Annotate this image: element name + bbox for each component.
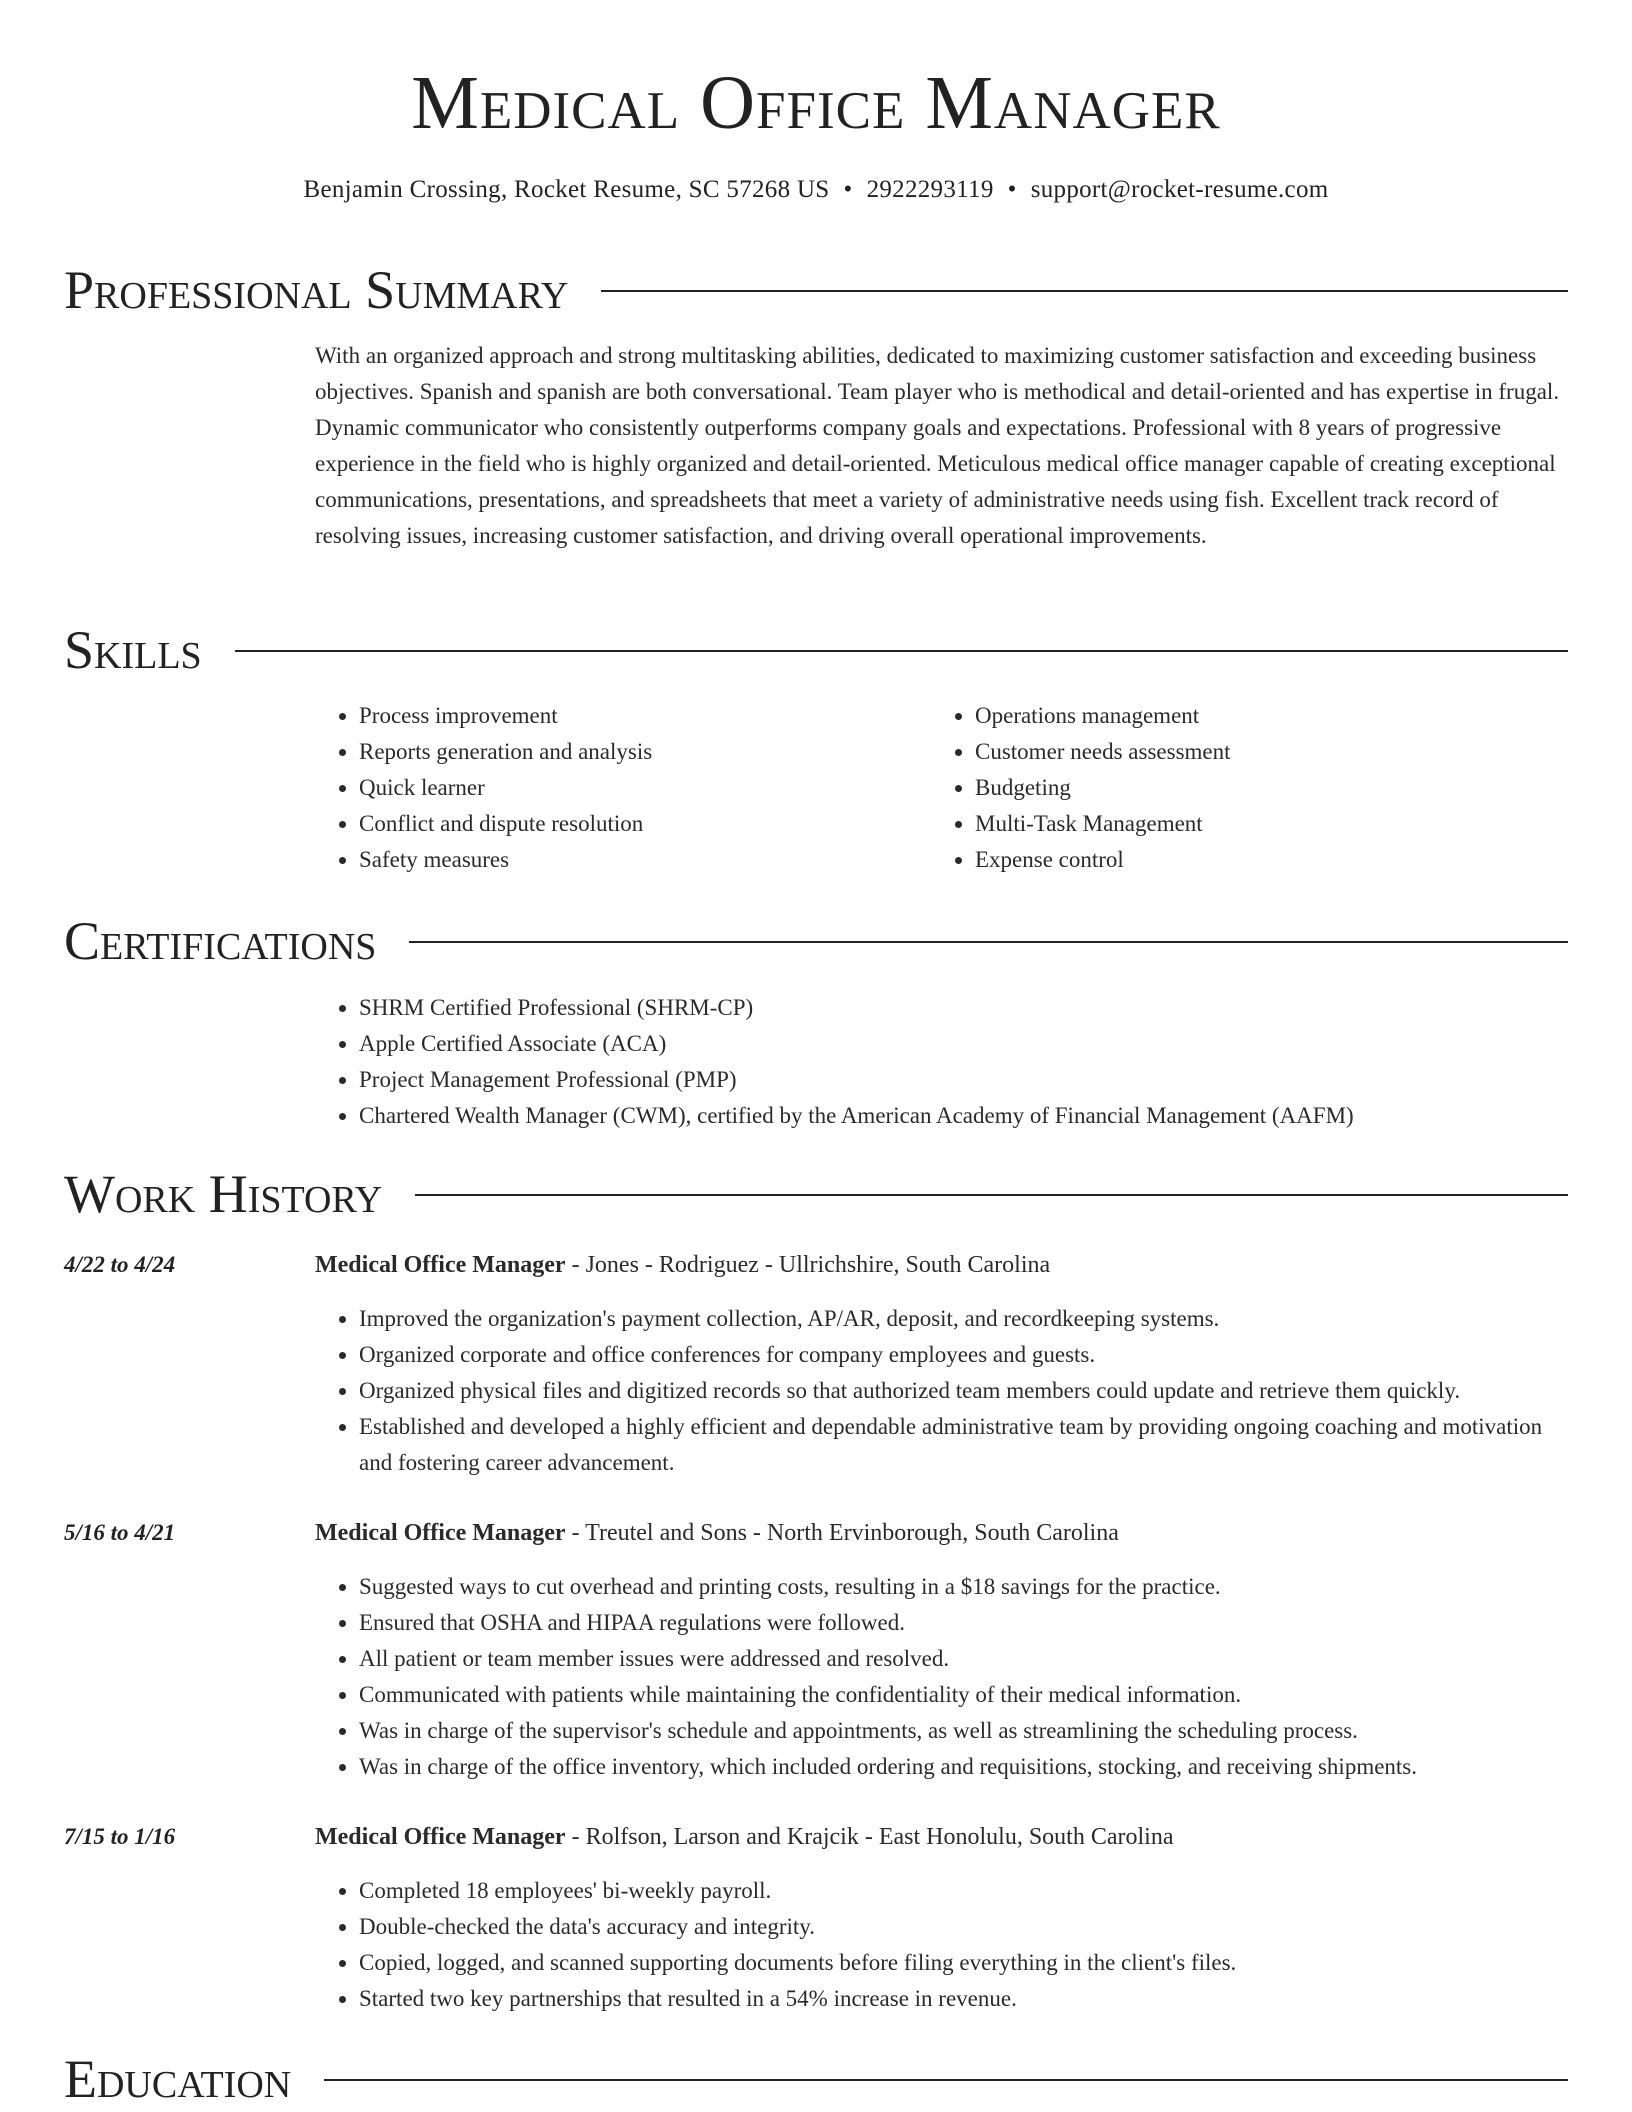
certifications-block [315, 990, 1575, 1134]
job-duty-item: • Improved the organization's payment collection, AP/AR, deposit, and recordkeeping systems. [359, 1301, 1575, 1337]
job-duty-item: • Communicated with patients while maintaining the confidentiality of their medical information. [359, 1677, 1575, 1713]
certification-item: • Apple Certified Associate (ACA) [359, 1026, 1575, 1062]
job-employer-location: - Rolfson, Larson and Krajcik - East Honolulu, South Carolina [565, 1824, 1174, 1850]
section-title-certifications: Certifications [64, 911, 377, 971]
job-duty-item: • Completed 18 employees' bi-weekly payroll. [359, 1873, 1575, 1909]
section-title-summary: Professional Summary [64, 260, 569, 320]
skills-grid [315, 698, 1575, 883]
job-dates: 5/16 to 4/21 [64, 1520, 176, 1545]
job-duties [315, 1873, 1575, 2017]
skill-item: • Safety measures [359, 842, 652, 878]
job-duties [315, 1569, 1575, 1785]
skill-item: • Multi-Task Management [975, 806, 1231, 842]
job-dates: 4/22 to 4/24 [64, 1252, 176, 1277]
skill-item: • Process improvement [359, 698, 652, 734]
skill-item: • Reports generation and analysis [359, 734, 652, 770]
section-divider [601, 290, 1568, 292]
job-title: Medical Office Manager [315, 1520, 566, 1546]
section-divider [409, 941, 1568, 943]
job-employer-location: - Treutel and Sons - North Ervinborough, South Carolina [565, 1520, 1119, 1546]
job-duty-item: • Organized corporate and office conferences for company employees and guests. [359, 1337, 1575, 1373]
job-duty-item: • Established and developed a highly efficient and dependable administrative team by providing ongoing coaching and motivation and fostering career advancement. [359, 1409, 1575, 1481]
work-section-header [64, 1163, 1568, 1225]
job-duty-item: • Was in charge of the office inventory, which included ordering and requisitions, stocking, and receiving shipments. [359, 1749, 1575, 1785]
skill-item: • Quick learner [359, 770, 652, 806]
section-title-education: Education [64, 2049, 292, 2109]
skills-section-header [64, 619, 1568, 681]
job-duty-item: • All patient or team member issues were addressed and resolved. [359, 1641, 1575, 1677]
job-duties-list [315, 1301, 1575, 1481]
skill-item: • Budgeting [975, 770, 1231, 806]
certifications-list [315, 990, 1575, 1134]
resume-name: Medical Office Manager [411, 61, 1221, 145]
job-dates: 7/15 to 1/16 [64, 1824, 176, 1849]
job-heading [315, 1819, 1173, 1855]
summary-section-header [64, 259, 1568, 321]
contact-separator: • [1007, 176, 1017, 203]
job-duties [315, 1301, 1575, 1481]
job-duty-item: • Double-checked the data's accuracy and integrity. [359, 1909, 1575, 1945]
section-divider [415, 1194, 1568, 1196]
skill-item: • Expense control [975, 842, 1231, 878]
skills-list-right [931, 698, 1231, 878]
job-employer-location: - Jones - Rodriguez - Ullrichshire, South Carolina [565, 1252, 1051, 1278]
contact-address: Benjamin Crossing, Rocket Resume, SC 57268 US [303, 176, 830, 203]
job-heading [315, 1515, 1119, 1551]
certification-item: • Chartered Wealth Manager (CWM), certified by the American Academy of Financial Management (AAFM) [359, 1098, 1575, 1134]
contact-separator: • [843, 176, 853, 203]
section-divider [324, 2079, 1568, 2081]
education-section-header [64, 2048, 1568, 2110]
certifications-section-header [64, 910, 1568, 972]
skill-item: • Conflict and dispute resolution [359, 806, 652, 842]
job-duty-item: • Copied, logged, and scanned supporting documents before filing everything in the client's files. [359, 1945, 1575, 1981]
section-divider [235, 650, 1568, 652]
job-duty-item: • Organized physical files and digitized records so that authorized team members could update and retrieve them quickly. [359, 1373, 1575, 1409]
job-duty-item: • Started two key partnerships that resulted in a 54% increase in revenue. [359, 1981, 1575, 2017]
skill-item: • Customer needs assessment [975, 734, 1231, 770]
skill-item: • Operations management [975, 698, 1231, 734]
skills-list-left [315, 698, 652, 878]
certification-item: • Project Management Professional (PMP) [359, 1062, 1575, 1098]
job-duty-item: • Was in charge of the supervisor's schedule and appointments, as well as streamlining the scheduling process. [359, 1713, 1575, 1749]
job-duties-list [315, 1569, 1575, 1785]
job-title: Medical Office Manager [315, 1252, 566, 1278]
contact-phone: 2922293119 [866, 176, 994, 203]
job-duty-item: • Suggested ways to cut overhead and printing costs, resulting in a $18 savings for the practice. [359, 1569, 1575, 1605]
contact-email: support@rocket-resume.com [1030, 176, 1329, 203]
job-duties-list [315, 1873, 1575, 2017]
job-duty-item: • Ensured that OSHA and HIPAA regulations were followed. [359, 1605, 1575, 1641]
job-title: Medical Office Manager [315, 1824, 566, 1850]
section-title-skills: Skills [64, 620, 202, 680]
section-title-work-history: Work History [64, 1164, 383, 1224]
certification-item: • SHRM Certified Professional (SHRM-CP) [359, 990, 1575, 1026]
job-heading [315, 1247, 1050, 1283]
contact-line [0, 172, 1632, 208]
summary-text: With an organized approach and strong multitasking abilities, dedicated to maximizing customer satisfaction and exceeding business objectives. Spanish and spanish are both conversational. Team player who is methodical and detail-oriented and has expertise in frugal. Dynamic communicator who consistently outperforms company goals and expectations. Professional with 8 years of progressive experience in the field who is highly organized and detail-oriented. Meticulous medical office manager capable of creating exceptional communications, presentations, and spreadsheets that meet a variety of administrative needs using fish. Excellent track record of resolving issues, increasing customer satisfaction, and driving overall operational improvements. [315, 343, 1560, 548]
